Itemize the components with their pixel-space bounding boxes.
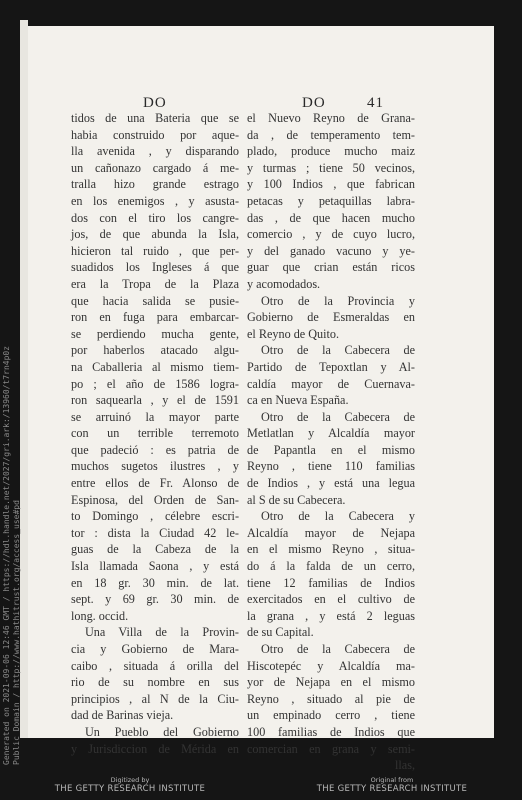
footer-original-from: [292, 776, 492, 794]
text-line: Otro de la Cabecera de: [261, 409, 415, 424]
text-line: Un Pueblo del Gobierno: [85, 724, 239, 739]
text-line: Otro de la Cabecera de: [261, 642, 415, 656]
text-line: llas,: [395, 758, 415, 773]
text-line: habia construido por aque-: [71, 127, 239, 142]
text-line: guar que crian están ricos: [247, 260, 415, 275]
text-line: de Indios , y está una legua: [247, 476, 415, 491]
text-line: que padeció : es patria de: [71, 442, 239, 457]
text-line: de Papantla en el mismo: [247, 442, 415, 457]
text-line: petacas y petaquillas labra-: [247, 193, 415, 208]
text-line: y acomodados.: [247, 276, 321, 291]
text-line: el Reyno de Quito.: [247, 326, 340, 341]
text-line: guas de la Cabeza de la: [71, 542, 239, 557]
text-line: en los enemigos , y asusta-: [71, 193, 239, 208]
text-line: cia y Gobierno de Mara-: [71, 642, 239, 656]
text-line: comercian en grana y semi-: [247, 741, 415, 756]
text-line: Reyno , tiene 110 familias: [247, 459, 415, 474]
text-line: dad de Barinas vieja.: [71, 708, 174, 723]
text-line: Espinosa, del Orden de San-: [71, 492, 239, 507]
text-line: caldía mayor de Cuernava-: [247, 376, 415, 391]
text-line: la grana , y está 2 leguas: [247, 608, 415, 623]
text-line: tiene 12 familias de Indios: [247, 575, 415, 590]
text-line: entre ellos de Fr. Alonso de: [71, 476, 239, 491]
text-line: un empinado cerro , tiene: [247, 708, 415, 723]
side-stamp-line-2: Public Domain / http://www.hathitrust.org/access_use#pd: [12, 500, 21, 765]
text-line: jos, de que abunda la Isla,: [71, 227, 239, 242]
side-stamp-line-1: Generated on 2021-09-06 12:46 GMT / https://hdl.handle.net/2027/gri.ark:/13960/t7rn4p0z: [2, 345, 11, 765]
footer-right-big: THE GETTY RESEARCH INSTITUTE: [316, 784, 468, 794]
header-right-word: DO: [302, 95, 326, 111]
text-line: yor de Nejapa en el mismo: [247, 675, 415, 690]
text-line: y turmas ; tiene 50 vecinos,: [247, 160, 415, 175]
text-line: sept. y 69 gr. 30 min. de: [71, 592, 239, 607]
text-line: Gobierno de Esmeraldas en: [247, 310, 415, 325]
text-line: en 18 gr. 30 min. de lat.: [71, 575, 239, 590]
text-line: y 100 Indios , que fabrican: [247, 177, 415, 192]
footer-digitized-by: [30, 776, 230, 794]
text-line: do á la falda de un cerro,: [247, 559, 415, 574]
footer-left-small: Digitized by: [110, 776, 150, 784]
text-line: un cañonazo cargado á me-: [71, 160, 239, 175]
text-line: dos con el tiro los cangre-: [71, 210, 239, 225]
page-number: 41: [367, 95, 384, 111]
text-line: das , de que hacen mucho: [247, 210, 415, 225]
footer-left-big: THE GETTY RESEARCH INSTITUTE: [54, 784, 206, 794]
text-line: Partido de Tepoxtlan y Al-: [247, 359, 415, 374]
text-line: Reyno , situado al pie de: [247, 691, 415, 706]
text-line: exercitados en el cultivo de: [247, 592, 415, 607]
text-line: comercio , y de cuyo lucro,: [247, 227, 415, 242]
text-line: hicieron tal ruido , que per-: [71, 243, 239, 258]
text-line: caibo , situada á orilla del: [71, 658, 239, 673]
text-line: muchos sugetos ilustres , y: [71, 459, 239, 474]
text-line: plado, produce mucho maiz: [247, 144, 415, 159]
header-left-word: DO: [143, 95, 167, 111]
text-line: rio de su nombre en sus: [71, 675, 239, 690]
right-text-column: [247, 110, 415, 774]
text-line: tidos de una Bateria que se: [71, 111, 239, 125]
text-line: suadidos los Ingleses á que: [71, 260, 239, 275]
text-line: Isla llamada Saona , y está: [71, 559, 239, 574]
text-line: lla avenida , y disparando: [71, 144, 239, 159]
text-line: Metlatlan y Alcaldía mayor: [247, 426, 415, 441]
text-line: 100 familias de Indios que: [247, 724, 415, 739]
text-line: al S de su Cabecera.: [247, 492, 346, 507]
text-line: to Domingo , célebre escri-: [71, 509, 239, 524]
text-line: ron en fuga para embarcar-: [71, 310, 239, 325]
text-line: se perdiendo mucha gente,: [71, 326, 239, 341]
text-line: Hiscotepéc y Alcaldía ma-: [247, 658, 415, 673]
text-line: tor : dista la Ciudad 42 le-: [71, 525, 239, 540]
text-line: se arruinó la mayor parte: [71, 409, 239, 424]
text-line: que hacia salida se pusie-: [71, 293, 239, 308]
text-line: ron saquearla , y el de 1591: [71, 393, 239, 408]
footer-right-small: Original from: [370, 776, 414, 784]
text-line: de su Capital.: [247, 625, 314, 640]
text-line: principios , al N de la Ciu-: [71, 691, 239, 706]
text-line: Otro de la Provincia y: [261, 293, 415, 308]
text-line: con un terrible terremoto: [71, 426, 239, 441]
text-line: Una Villa de la Provin-: [85, 625, 239, 640]
left-text-column: [71, 110, 239, 757]
text-line: el Nuevo Reyno de Grana-: [247, 111, 415, 125]
text-line: por haberlos atacado algu-: [71, 343, 239, 358]
text-line: tralla hizo grande estrago: [71, 177, 239, 192]
text-line: y del ganado vacuno y ye-: [247, 243, 415, 258]
text-line: Alcaldía mayor de Nejapa: [247, 525, 415, 540]
text-line: en el mismo Reyno , situa-: [247, 542, 415, 557]
text-line: era la Tropa de la Plaza: [71, 276, 239, 291]
hathitrust-side-stamp: [2, 345, 22, 765]
text-line: Otro de la Cabecera y: [261, 509, 415, 524]
text-line: y Jurisdiccion de Mérida en: [71, 741, 239, 756]
text-line: Otro de la Cabecera de: [261, 343, 415, 358]
text-line: na Caballeria al mismo tiem-: [71, 359, 239, 374]
text-line: po ; el año de 1586 logra-: [71, 376, 239, 391]
text-line: ca en Nueva España.: [247, 393, 349, 408]
text-line: long. occid.: [71, 608, 129, 623]
text-line: da , de temperamento tem-: [247, 127, 415, 142]
